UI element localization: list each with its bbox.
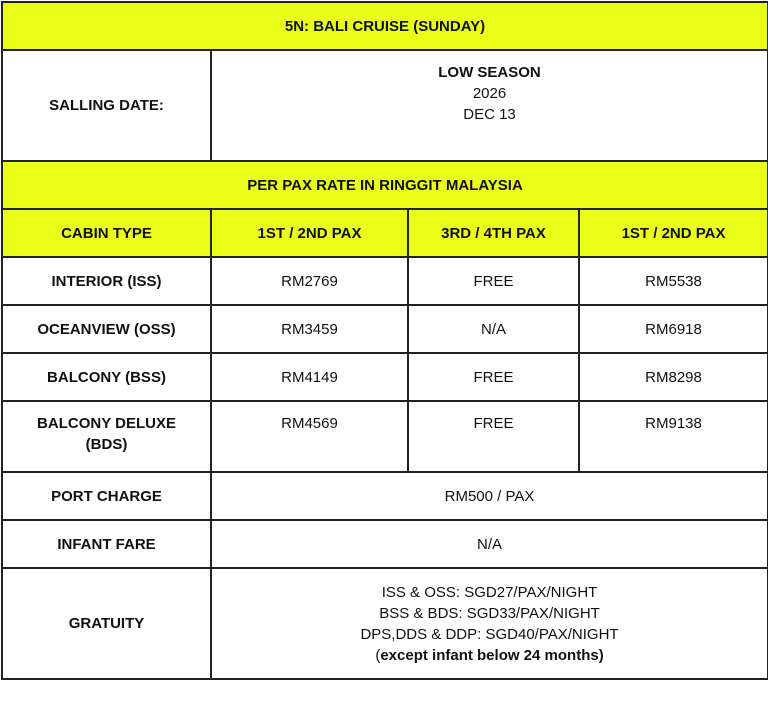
port-charge-value: RM500 / PAX (211, 472, 768, 520)
cabin-type: INTERIOR (ISS) (2, 257, 211, 305)
infant-fare-label: INFANT FARE (2, 520, 211, 568)
rate-header: PER PAX RATE IN RINGGIT MALAYSIA (2, 161, 768, 209)
gratuity-details (211, 568, 768, 679)
column-header-pax12: 1ST / 2ND PAX (211, 209, 408, 257)
gratuity-note (212, 645, 767, 666)
gratuity-label: GRATUITY (2, 568, 211, 679)
rate-pax12: RM3459 (211, 305, 408, 353)
title-row (2, 2, 768, 50)
table-row (2, 353, 768, 401)
gratuity-line: BSS & BDS: SGD33/PAX/NIGHT (379, 604, 600, 622)
cabin-type: BALCONY (BSS) (2, 353, 211, 401)
sailing-date-label: SALLING DATE: (2, 50, 211, 161)
cabin-type: OCEANVIEW (OSS) (2, 305, 211, 353)
table-row (2, 305, 768, 353)
rate-pax12-total: RM8298 (579, 353, 768, 401)
rate-pax12-total: RM9138 (579, 401, 768, 472)
infant-fare-row (2, 520, 768, 568)
rate-pax12: RM2769 (211, 257, 408, 305)
gratuity-note-text: except infant below 24 months) (380, 646, 604, 664)
infant-fare-value: N/A (211, 520, 768, 568)
column-header-cabin: CABIN TYPE (2, 209, 211, 257)
sailing-date-cell (211, 50, 768, 161)
column-header-pax34: 3RD / 4TH PAX (408, 209, 579, 257)
column-header-row (2, 209, 768, 257)
rate-pax12-total: RM5538 (579, 257, 768, 305)
cabin-type-line2: (BDS) (85, 436, 128, 453)
port-charge-label: PORT CHARGE (2, 472, 211, 520)
gratuity-note-open: ( (375, 646, 381, 664)
gratuity-line: ISS & OSS: SGD27/PAX/NIGHT (381, 583, 598, 601)
gratuity-row (2, 568, 768, 679)
sailing-date: DEC 13 (463, 106, 516, 123)
cabin-type (2, 401, 211, 472)
gratuity-line: DPS,DDS & DDP: SGD40/PAX/NIGHT (360, 625, 619, 643)
season-label: LOW SEASON (438, 64, 541, 81)
column-header-pax12-total: 1ST / 2ND PAX (579, 209, 768, 257)
cruise-title: 5N: BALI CRUISE (SUNDAY) (2, 2, 768, 50)
cabin-type-line1: BALCONY DELUXE (37, 415, 176, 432)
sailing-date-row (2, 50, 768, 161)
rate-pax12: RM4569 (211, 401, 408, 472)
rate-pax34: N/A (408, 305, 579, 353)
port-charge-row (2, 472, 768, 520)
rate-pax34: FREE (408, 401, 579, 472)
sailing-year: 2026 (472, 85, 507, 102)
table-row (2, 401, 768, 472)
rate-pax34: FREE (408, 353, 579, 401)
rate-pax12: RM4149 (211, 353, 408, 401)
rate-pax12-total: RM6918 (579, 305, 768, 353)
table-row (2, 257, 768, 305)
cruise-rate-table (1, 1, 768, 680)
rate-header-row (2, 161, 768, 209)
rate-pax34: FREE (408, 257, 579, 305)
